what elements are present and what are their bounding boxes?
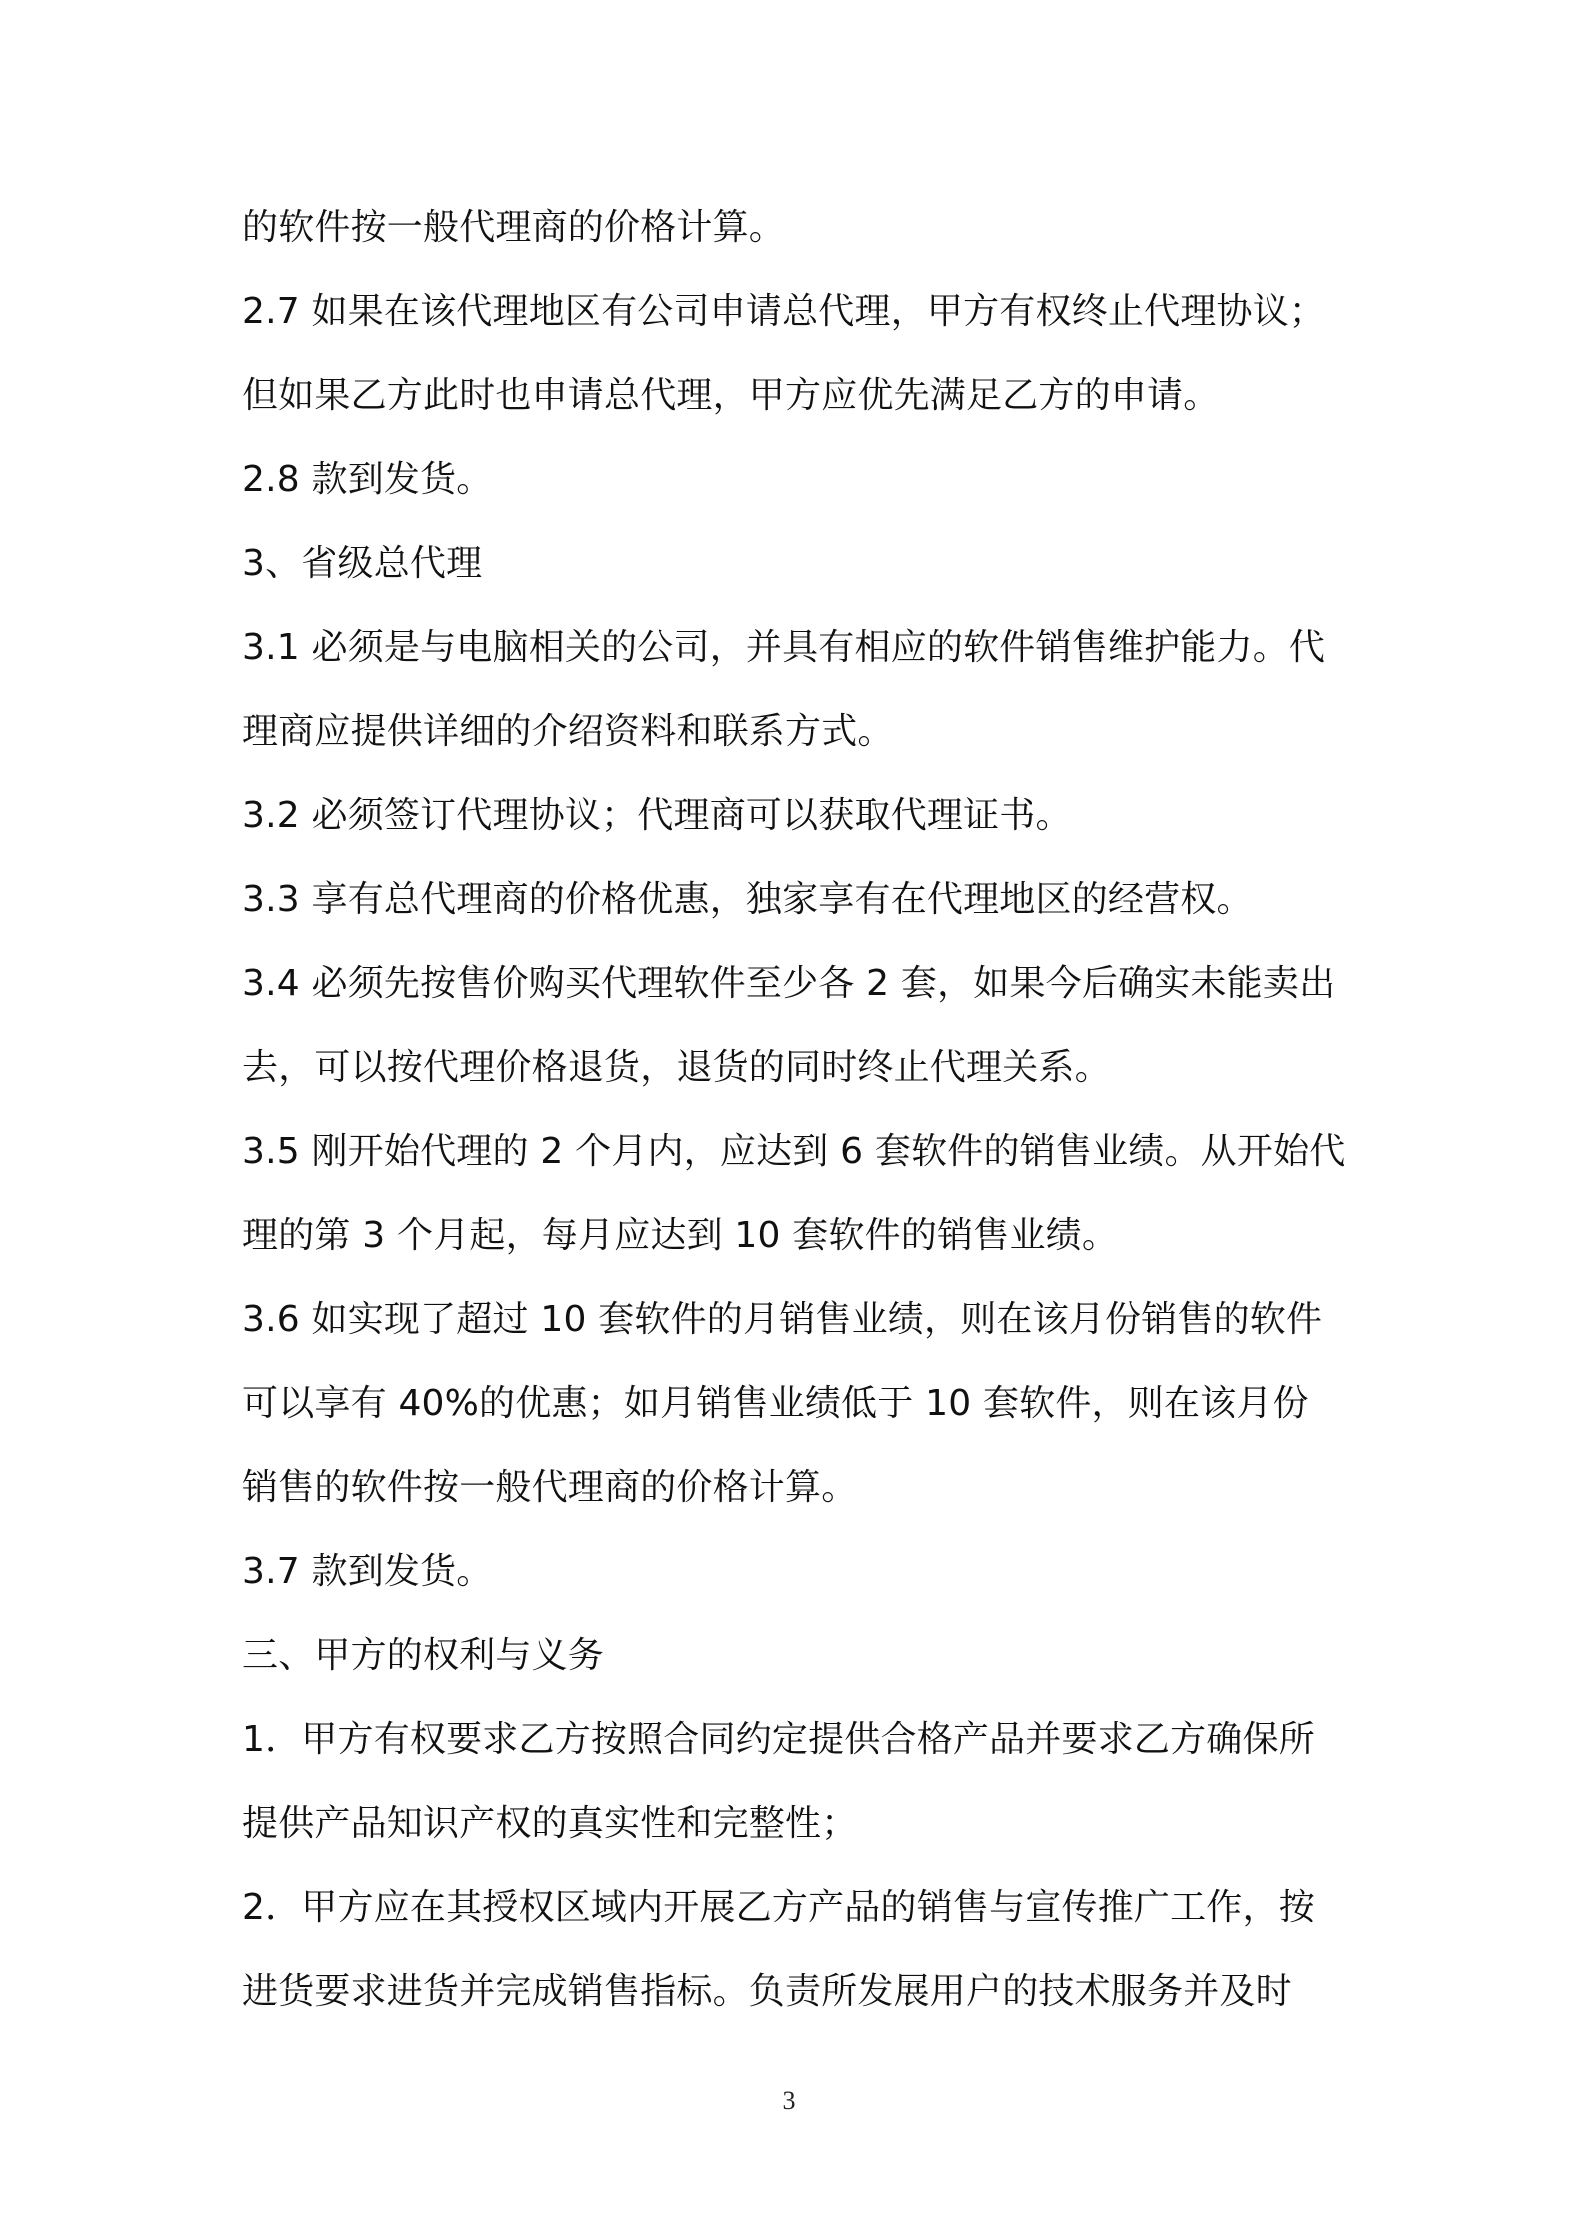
text-line: 但如果乙方此时也申请总代理，甲方应优先满足乙方的申请。: [242, 375, 1220, 416]
text-line: 可以享有 40%的优惠；如月销售业绩低于 10 套软件，则在该月份: [242, 1383, 1309, 1424]
text-line: 3.6 如实现了超过 10 套软件的月销售业绩，则在该月份销售的软件: [242, 1299, 1323, 1340]
text-line: 3.4 必须先按售价购买代理软件至少各 2 套，如果今后确实未能卖出: [242, 963, 1336, 1004]
text-line: 1．甲方有权要求乙方按照合同约定提供合格产品并要求乙方确保所: [242, 1719, 1315, 1760]
text-line: 3.7 款到发货。: [242, 1551, 493, 1592]
text-line: 理的第 3 个月起，每月应达到 10 套软件的销售业绩。: [242, 1215, 1119, 1256]
text-line: 3.2 必须签订代理协议；代理商可以获取代理证书。: [242, 795, 1072, 836]
section-heading: 三、甲方的权利与义务: [242, 1635, 605, 1676]
text-line: 理商应提供详细的介绍资料和联系方式。: [242, 711, 894, 752]
text-line: 3.1 必须是与电脑相关的公司，并具有相应的软件销售维护能力。代: [242, 627, 1326, 668]
text-line: 进货要求进货并完成销售指标。负责所发展用户的技术服务并及时: [242, 1971, 1292, 2012]
section-heading: 3、省级总代理: [242, 543, 483, 584]
text-line: 销售的软件按一般代理商的价格计算。: [242, 1467, 858, 1508]
document-body: [242, 194, 1362, 2042]
text-line: 2.8 款到发货。: [242, 459, 493, 500]
page-number: 3: [782, 2086, 796, 2115]
text-line: 3.5 刚开始代理的 2 个月内，应达到 6 套软件的销售业绩。从开始代: [242, 1131, 1346, 1172]
text-line: 去，可以按代理价格退货，退货的同时终止代理关系。: [242, 1047, 1111, 1088]
text-line: 2.7 如果在该代理地区有公司申请总代理，甲方有权终止代理协议；: [242, 291, 1326, 332]
text-line: 的软件按一般代理商的价格计算。: [242, 207, 786, 248]
text-line: 提供产品知识产权的真实性和完整性；: [242, 1803, 858, 1844]
text-line: 2．甲方应在其授权区域内开展乙方产品的销售与宣传推广工作，按: [242, 1887, 1315, 1928]
text-line: 3.3 享有总代理商的价格优惠，独家享有在代理地区的经营权。: [242, 879, 1253, 920]
